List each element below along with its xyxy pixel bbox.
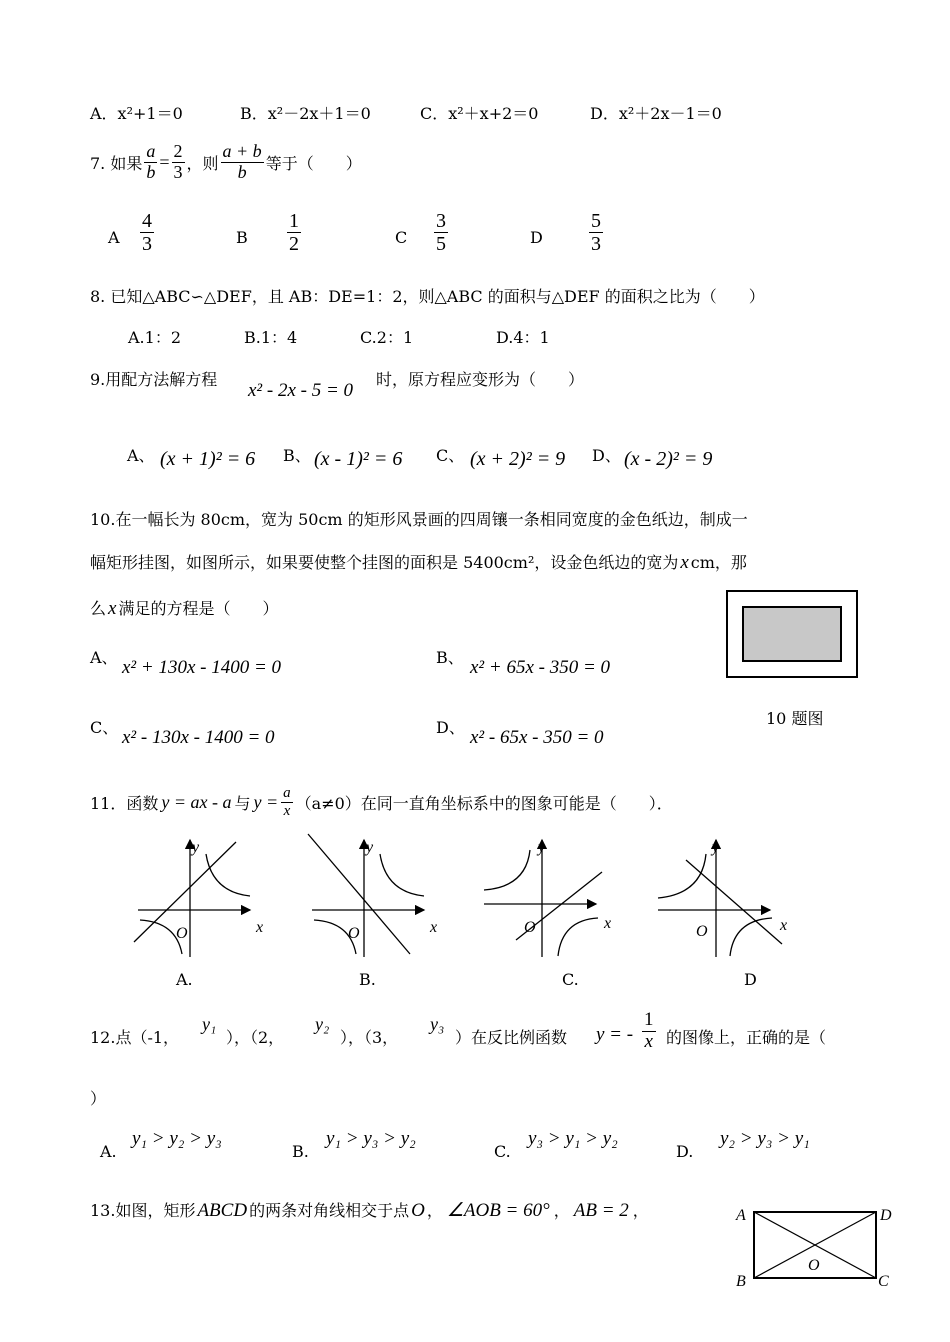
q13-label-b: B: [736, 1273, 746, 1290]
q11-linear-function: y = ax - a: [161, 791, 232, 812]
q7-option-a-value: [140, 210, 154, 255]
q7-option-b-label: B: [236, 228, 248, 247]
q10-line-3a: 么: [90, 599, 107, 618]
q8-option-c: C.2：1: [360, 328, 414, 347]
q11-label-d: D: [744, 970, 757, 989]
q12-text-2: ），（2，: [226, 1028, 285, 1047]
q12-option-d: y₂ > y₃ > y₁: [720, 1128, 810, 1149]
q11-graph-c: [484, 840, 602, 957]
q10-line-3: [90, 596, 278, 620]
q10-option-b-label: B、: [436, 648, 464, 667]
q6-option-a: A．x²+1＝0: [90, 104, 183, 123]
q11-b-x-label: x: [430, 919, 438, 936]
q12-text-1: 12.点（-1，: [90, 1028, 180, 1047]
q10-option-d-label: D、: [436, 718, 465, 737]
q11-d-x-label: x: [780, 917, 788, 934]
q7-opt-b-num: 1: [289, 210, 299, 232]
q11-question: [90, 785, 673, 819]
q10-var-x: x: [680, 552, 689, 573]
q13-text-5: ，: [632, 1201, 649, 1220]
q9-option-a-label: A、: [127, 446, 155, 465]
q11-graphs: [120, 832, 800, 992]
q10-painting: [742, 606, 842, 662]
q11-a-origin: O: [176, 925, 188, 942]
q11-c-origin: O: [524, 919, 536, 936]
q10-option-c-label: C、: [90, 718, 119, 737]
q9-option-d-label: D、: [592, 446, 621, 465]
q13-label-o: O: [808, 1257, 820, 1274]
q12-text-6: ）: [90, 1089, 107, 1108]
q11-b-origin: O: [348, 925, 360, 942]
q12-option-b: y₁ > y₃ > y₂: [326, 1128, 416, 1149]
q7-option-b-value: [287, 210, 301, 255]
q13-label-c: C: [878, 1273, 889, 1290]
q9-text-start: 9.用配方法解方程: [90, 370, 218, 389]
q9-option-b: (x - 1)² = 6: [314, 448, 403, 470]
q11-graph-c-labels: [524, 839, 611, 936]
q12-y1: y₁: [202, 1014, 217, 1034]
q12-function-fraction: [642, 1010, 656, 1053]
q10-figure-caption: 10 题图: [766, 709, 824, 728]
q12-option-b-label: B.: [292, 1142, 309, 1161]
q9-option-c: (x + 2)² = 9: [470, 448, 566, 470]
q11-inverse-fraction: [281, 785, 293, 819]
q8-option-d: D.4：1: [496, 328, 550, 347]
q6-option-c: C．x²＋x+2＝0: [420, 104, 539, 123]
q11-frac-den: x: [283, 802, 291, 819]
q7-opt-d-num: 5: [591, 210, 601, 232]
q13-o: O: [411, 1200, 425, 1221]
q7-opt-a-num: 4: [142, 210, 152, 232]
q11-c-hyperbola-2: [558, 918, 598, 956]
q7-frac2-num: 2: [173, 141, 183, 161]
q7-option-d-value: [589, 210, 603, 255]
q9-option-d: (x - 2)² = 9: [624, 448, 713, 470]
q7-prefix: 7. 如果: [90, 153, 143, 173]
q10-line-1: 10.在一幅长为 80cm，宽为 50cm 的矩形风景画的四周镶一条相同宽度的金色纸边，制成一: [90, 510, 748, 529]
q13-question: [90, 1198, 649, 1222]
q11-suffix: （a≠0）在同一直角坐标系中的图象可能是（ ）．: [295, 793, 673, 813]
q12-text-4: ）在反比例函数: [455, 1028, 568, 1047]
q12-option-c: y₃ > y₁ > y₂: [528, 1128, 618, 1149]
q9-equation: x² - 2x - 5 = 0: [248, 380, 354, 401]
q7-frac1-num: a: [146, 141, 156, 161]
q11-frac-num: a: [283, 785, 291, 801]
q11-a-y-label: y: [192, 839, 200, 856]
q6-option-b: B．x²－2x＋1＝0: [240, 104, 371, 123]
q12-frac-num: 1: [644, 1009, 654, 1030]
q13-label-a: A: [736, 1207, 746, 1224]
q11-graph-d-labels: [696, 839, 787, 940]
q7-opt-a-den: 3: [142, 233, 152, 255]
q11-b-hyperbola-1: [380, 854, 424, 896]
q7-option-d-label: D: [530, 228, 543, 247]
q10-option-d: x² - 65x - 350 = 0: [470, 727, 604, 748]
q10-var-x-2: x: [108, 598, 117, 619]
q7-opt-c-num: 3: [436, 210, 446, 232]
q10-option-c: x² - 130x - 1400 = 0: [122, 727, 275, 748]
q6-option-d: D．x²＋2x－1＝0: [590, 104, 722, 123]
q10-line-2b: cm，那: [690, 553, 747, 572]
q13-ab: AB = 2: [573, 1200, 629, 1221]
q12-function-lhs: y = -: [596, 1024, 634, 1045]
q13-text-3: ，: [426, 1201, 443, 1220]
q11-label-c: C.: [562, 970, 579, 989]
q7-opt-b-den: 2: [289, 233, 299, 255]
q11-label-b: B.: [359, 970, 376, 989]
q11-c-hyperbola-1: [484, 850, 530, 890]
q8-question: 8. 已知△ABC∽△DEF，且 AB：DE=1：2，则△ABC 的面积与△DEF 的面积之比为（ ）: [90, 287, 765, 306]
q13-angle: ∠AOB = 60°: [446, 1200, 550, 1221]
q7-option-c-label: C: [395, 228, 408, 247]
q11-a-x-label: x: [256, 919, 264, 936]
q10-option-a-label: A、: [90, 648, 118, 667]
q11-d-origin: O: [696, 923, 708, 940]
q8-option-a: A.1：2: [128, 328, 182, 347]
q11-d-hyperbola-2: [730, 918, 772, 956]
q7-fraction-a-over-b: [144, 142, 157, 183]
q12-option-a-label: A.: [100, 1142, 117, 1161]
q7-opt-c-den: 5: [436, 233, 446, 255]
q12-y3: y₃: [430, 1014, 445, 1034]
q11-a-hyperbola-1: [206, 854, 250, 896]
q11-graph-a: [134, 840, 250, 957]
q13-label-d: D: [880, 1207, 892, 1224]
q12-option-c-label: C.: [494, 1142, 511, 1161]
q11-d-y-label: y: [712, 839, 720, 856]
q10-frame-figure: [726, 590, 858, 678]
q9-option-c-label: C、: [436, 446, 465, 465]
q9-text-end: 时，原方程应变形为（ ）: [376, 370, 585, 389]
q12-option-a: y₁ > y₂ > y₃: [132, 1128, 222, 1149]
q9-option-a: (x + 1)² = 6: [160, 448, 256, 470]
q7-frac3-den: b: [237, 161, 247, 182]
q13-text-4: ，: [553, 1201, 570, 1220]
q7-option-a-label: A: [108, 228, 120, 247]
q7-fraction-sum: [221, 142, 264, 183]
q11-b-y-label: y: [366, 839, 374, 856]
q11-c-x-label: x: [604, 915, 612, 932]
q11-prefix: 11．函数: [90, 793, 159, 813]
q7-frac3-num: a + b: [222, 141, 262, 161]
q13-rectangle-figure: [732, 1200, 902, 1296]
q11-graph-d: [658, 840, 782, 957]
q11-mid: 与: [234, 793, 251, 813]
q13-text-2: 的两条对角线相交于点: [249, 1201, 410, 1220]
q7-fraction-2-over-3: [172, 142, 185, 183]
q13-abcd: ABCD: [197, 1200, 248, 1221]
q7-frac2-den: 3: [173, 161, 183, 182]
q10-option-b: x² + 65x - 350 = 0: [470, 657, 611, 678]
q7-mid-text: ，则: [186, 153, 219, 173]
q7-frac1-den: b: [146, 161, 156, 182]
q10-line-2a: 幅矩形挂图，如图所示，如果要使整个挂图的面积是 5400cm²，设金色纸边的宽为: [90, 553, 679, 572]
q9-option-b-label: B、: [283, 446, 311, 465]
q12-text-5: 的图像上，正确的是（: [666, 1028, 827, 1047]
q11-d-hyperbola-1: [658, 854, 706, 898]
q8-option-b: B.1：4: [244, 328, 298, 347]
q10-line-2: [90, 550, 747, 574]
q7-equals: =: [159, 151, 170, 172]
q7-option-c-value: [434, 210, 448, 255]
q7-opt-d-den: 3: [591, 233, 601, 255]
q13-text-1: 13.如图，矩形: [90, 1201, 196, 1220]
q11-label-a: A.: [176, 970, 193, 989]
q12-text-3: ），（3，: [340, 1028, 399, 1047]
q12-y2: y₂: [315, 1014, 330, 1034]
q10-line-3b: 满足的方程是（ ）: [118, 599, 279, 618]
q11-graph-b-labels: [348, 839, 437, 942]
q7-question: [90, 142, 362, 183]
q11-inverse-lhs: y =: [253, 791, 279, 812]
q7-suffix: 等于（ ）: [265, 153, 362, 173]
q11-graph-a-labels: [176, 839, 263, 942]
q10-option-a: x² + 130x - 1400 = 0: [122, 657, 282, 678]
q12-frac-den: x: [644, 1030, 653, 1052]
q12-option-d-label: D.: [676, 1142, 694, 1161]
q11-c-y-label: y: [538, 839, 546, 856]
